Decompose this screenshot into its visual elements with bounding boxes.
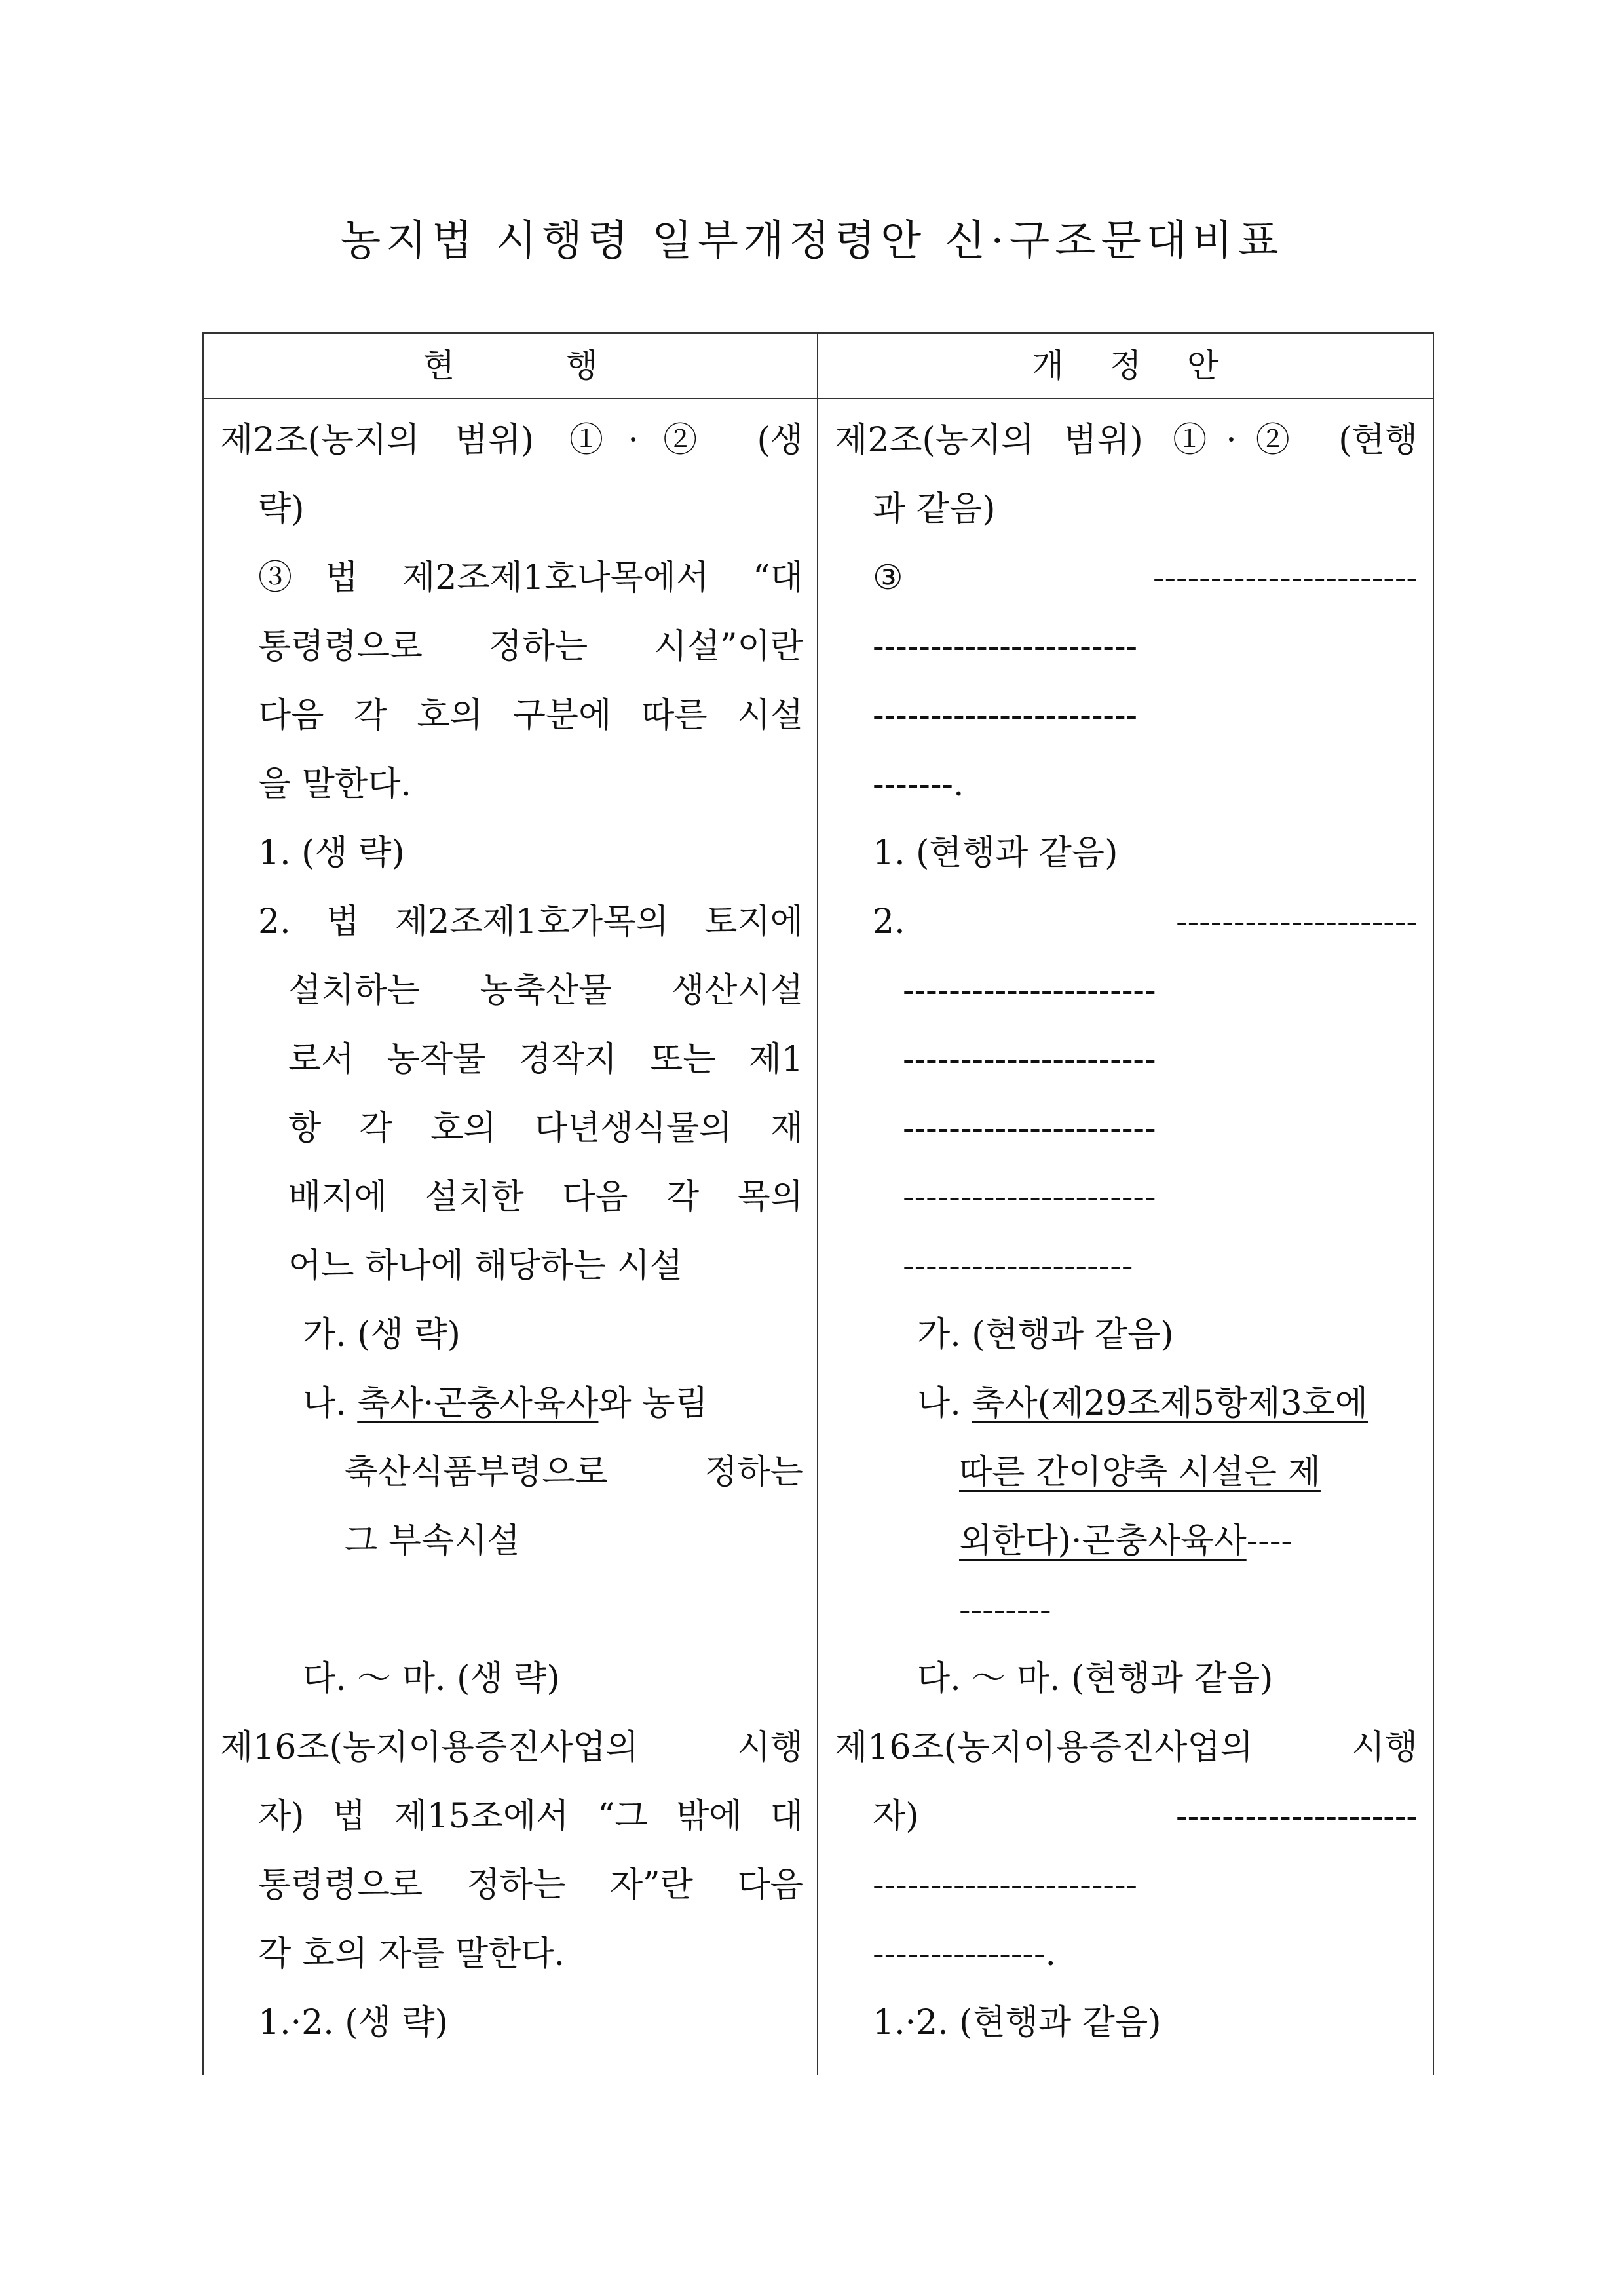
proposed-line: -------------------- bbox=[903, 1246, 1133, 1286]
proposed-line bbox=[835, 1369, 1418, 1438]
proposed-line: 자) --------------------- bbox=[873, 1797, 1418, 1836]
current-line bbox=[220, 1369, 803, 1438]
proposed-column-header: 개정안 bbox=[1032, 347, 1265, 385]
current-line: 통령령으로 정하는 시설”이란 bbox=[258, 627, 803, 666]
current-line: 설치하는 농축산물 생산시설 bbox=[288, 971, 803, 1010]
current-line: 통령령으로 정하는 자”란 다음 bbox=[258, 1866, 803, 1905]
line-text: ---- bbox=[1246, 1521, 1293, 1561]
proposed-line: ---------------------- bbox=[903, 971, 1156, 1010]
proposed-line: -------. bbox=[873, 765, 964, 804]
proposed-line: ---------------------- bbox=[903, 1109, 1156, 1148]
current-line: 제16조(농지이용증진사업의 시행 bbox=[220, 1728, 803, 1767]
current-line: 1. (생 략) bbox=[258, 833, 405, 873]
proposed-line bbox=[835, 1507, 1418, 1576]
current-line: 다. ～ 마. (생 략) bbox=[303, 1659, 560, 1698]
proposed-line: ----------------------- bbox=[873, 627, 1138, 666]
current-line bbox=[220, 1576, 803, 1645]
current-line: ③법 제2조제1호나목에서 “대 bbox=[258, 558, 803, 598]
column-divider bbox=[817, 332, 818, 2075]
current-column-header: 현행 bbox=[423, 347, 709, 385]
proposed-line: ---------------------- bbox=[903, 1177, 1156, 1217]
current-line: 제2조(농지의 범위) ①·② (생 bbox=[220, 421, 803, 460]
proposed-line: ③----------------------- bbox=[873, 558, 1418, 598]
current-line: 2. 법 제2조제1호가목의 토지에 bbox=[258, 902, 803, 942]
proposed-line: 가. (현행과 같음) bbox=[917, 1315, 1174, 1354]
current-line: 로서 농작물 경작지 또는 제1 bbox=[288, 1040, 803, 1079]
document-title: 농지법 시행령 일부개정령안 신·구조문대비표 bbox=[340, 217, 1284, 265]
current-line: 자) 법 제15조에서 “그 밖에 대 bbox=[258, 1797, 803, 1836]
current-line: 각 호의 자를 말한다. bbox=[258, 1934, 565, 1974]
current-line: 략) bbox=[258, 489, 305, 529]
underlined-text: 따른 간이양축 시설은 제 bbox=[959, 1453, 1321, 1492]
proposed-line: ---------------------- bbox=[903, 1040, 1156, 1079]
underlined-text: 축사(제29조제5항제3호에 bbox=[972, 1384, 1369, 1423]
proposed-line: ---------------. bbox=[873, 1934, 1057, 1974]
header-rule bbox=[202, 398, 1434, 399]
current-line: 그 부속시설 bbox=[345, 1521, 520, 1561]
proposed-line: 제2조(농지의 범위) ①·② (현행 bbox=[835, 421, 1418, 460]
proposed-line: -------- bbox=[959, 1590, 1051, 1630]
current-line: 1.·2. (생 략) bbox=[258, 2003, 448, 2042]
line-text: 와 농림 bbox=[598, 1384, 708, 1423]
current-line: 어느 하나에 해당하는 시설 bbox=[288, 1246, 683, 1286]
proposed-line: 1. (현행과 같음) bbox=[873, 833, 1118, 873]
underlined-text: 축사·곤충사육사 bbox=[357, 1384, 599, 1423]
current-text-column bbox=[220, 406, 803, 2057]
current-line: 항 각 호의 다년생식물의 재 bbox=[288, 1109, 803, 1148]
proposed-line: 과 같음) bbox=[873, 489, 996, 529]
current-line: 다음 각 호의 구분에 따른 시설 bbox=[258, 696, 803, 735]
proposed-line bbox=[835, 1438, 1418, 1507]
proposed-text-column bbox=[835, 406, 1418, 2057]
proposed-line: 제16조(농지이용증진사업의 시행 bbox=[835, 1728, 1418, 1767]
current-line: 축산식품부령으로 정하는 bbox=[345, 1453, 803, 1492]
proposed-line: 1.·2. (현행과 같음) bbox=[873, 2003, 1161, 2042]
proposed-line: 2. --------------------- bbox=[873, 902, 1418, 942]
current-line: 배지에 설치한 다음 각 목의 bbox=[288, 1177, 803, 1217]
current-line: 을 말한다. bbox=[258, 765, 411, 804]
proposed-line: 다. ～ 마. (현행과 같음) bbox=[917, 1659, 1274, 1698]
current-line: 가. (생 략) bbox=[303, 1315, 461, 1354]
underlined-text: 외한다)·곤충사육사 bbox=[959, 1521, 1247, 1561]
proposed-line: ----------------------- bbox=[873, 696, 1138, 735]
proposed-line: ----------------------- bbox=[873, 1866, 1138, 1905]
item-label: 나. bbox=[303, 1384, 358, 1423]
item-label: 나. bbox=[917, 1384, 972, 1423]
